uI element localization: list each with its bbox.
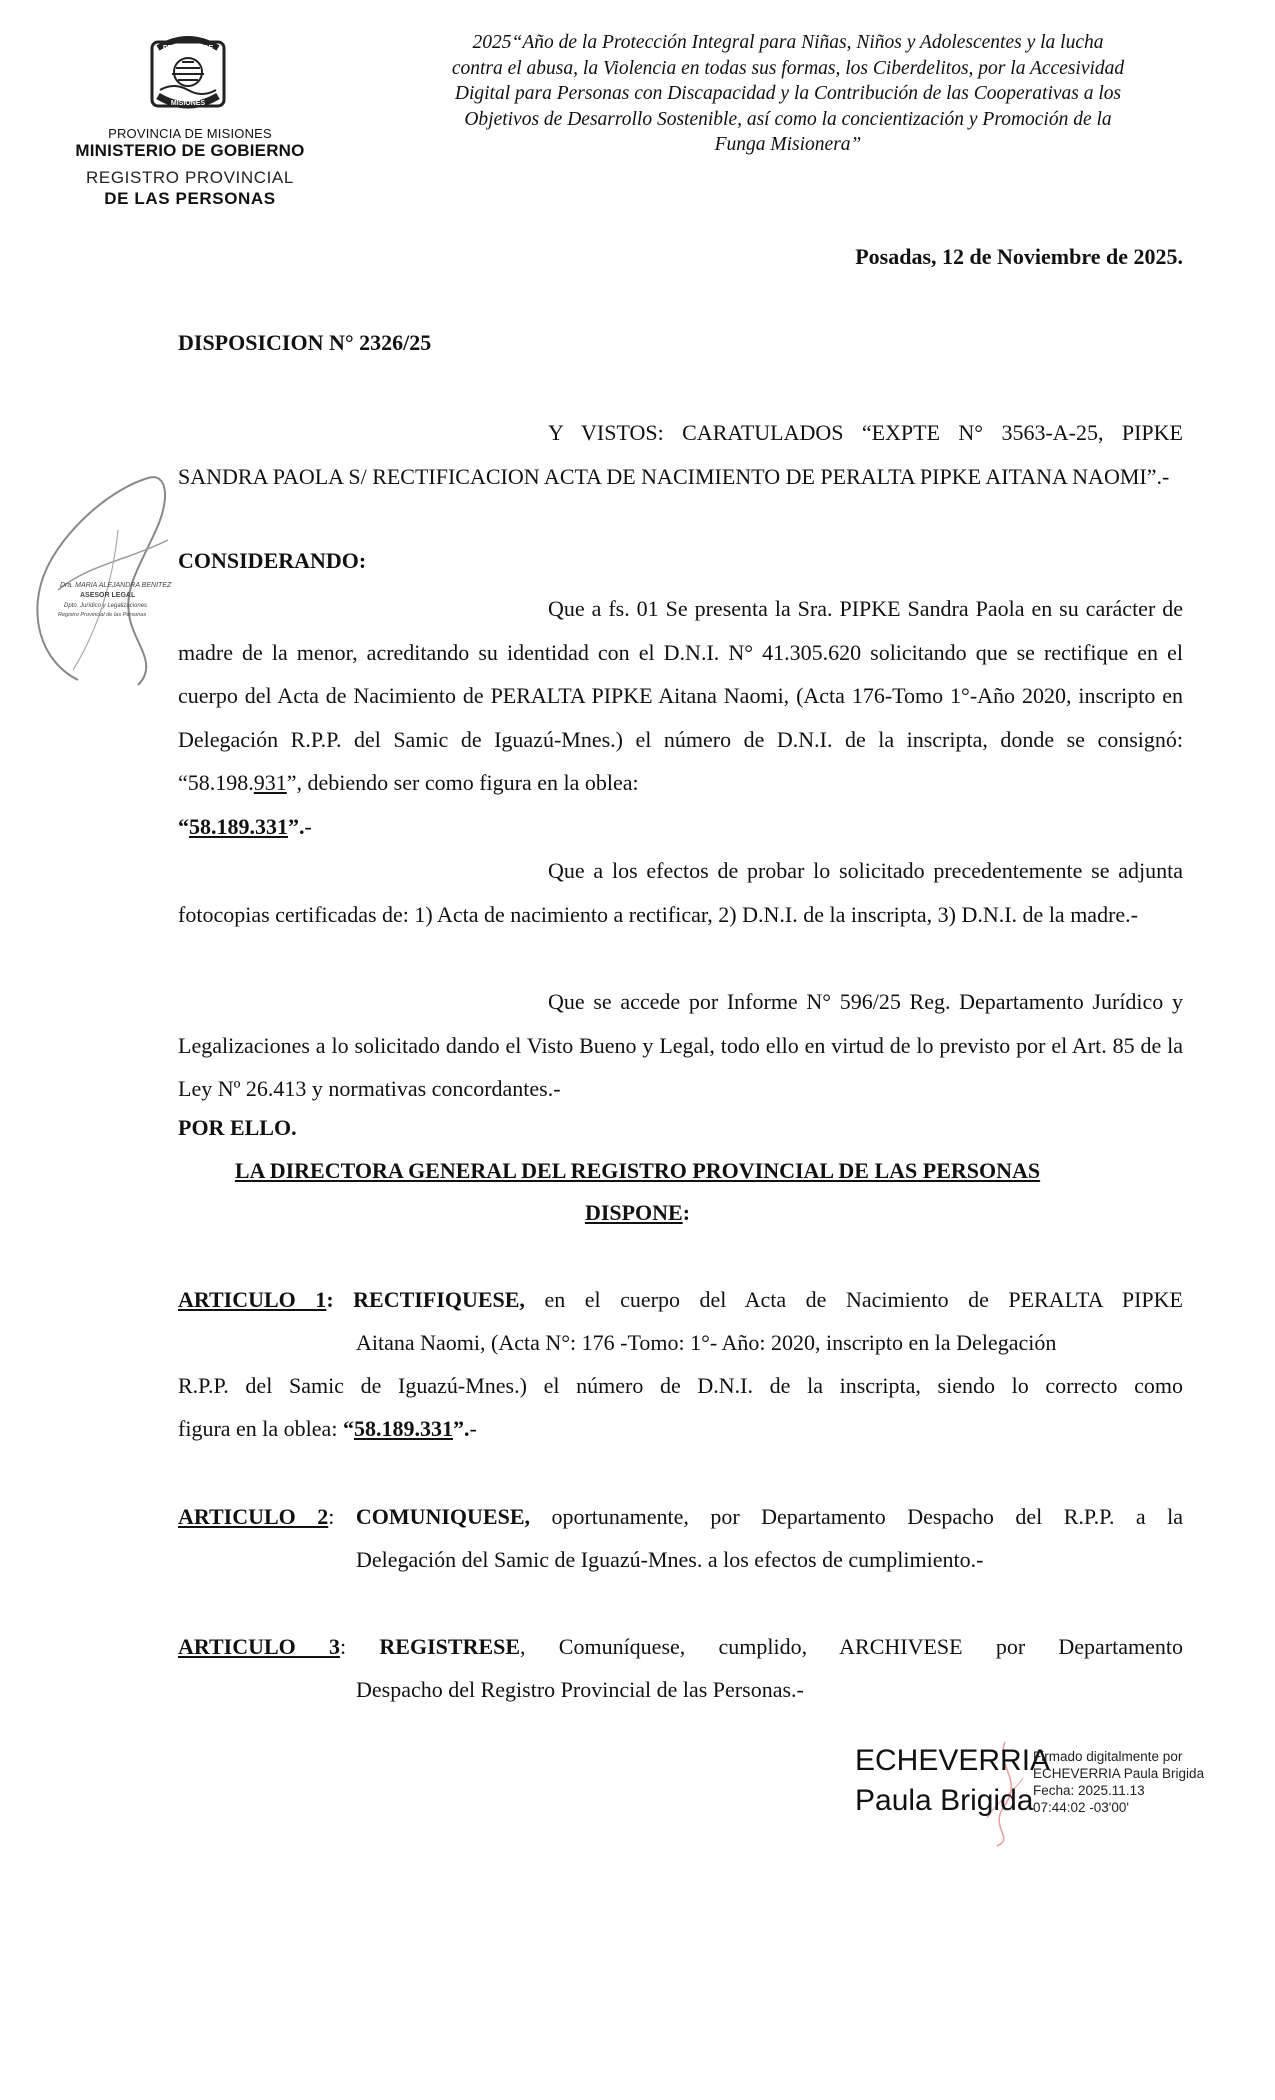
- signer-name-line1: ECHEVERRIA: [855, 1744, 1051, 1777]
- considerando-paragraph-1: Que a fs. 01 Se presenta la Sra. PIPKE Sandra Paola en su carácter de madre de la menor, acreditando su identidad con el D.N.I. N° 41.305.620 solicitando que se rectifique en el cuerpo del Acta de Nacimiento de PERALTA PIPKE Aitana Naomi, (Acta 176-Tomo 1°-Año 2020, inscripto en Delegación R.P.P. del Samic de Iguazú-Mnes.) el número de D.N.I. de la inscripta, donde se consignó: “58.198.931”, debiendo ser como figura en la oblea: “58.189.331”.-: [178, 596, 1183, 839]
- article-1: ARTICULO 1: RECTIFIQUESE, en el cuerpo del Acta de Nacimiento de PERALTA PIPKE Aitana Naomi, (Acta N°: 176 -Tomo: 1°- Año: 2020, inscripto en la Delegación R.P.P. del Samic de Iguazú-Mnes.) el número de D.N.I. de la inscripta, siendo lo correcto como figura en la oblea: “58.189.331”.-: [178, 1287, 1183, 1441]
- stamp-line: Registro Provincial de las Personas: [58, 612, 147, 618]
- por-ello-label: POR ELLO.: [178, 1115, 297, 1140]
- directora-heading: LA DIRECTORA GENERAL DEL REGISTRO PROVINCIAL DE LAS PERSONAS: [234, 1158, 1041, 1183]
- motto-line: Objetivos de Desarrollo Sostenible, así como la concientización y Promoción de la: [464, 108, 1112, 130]
- considerando-paragraph-2: Que a los efectos de probar lo solicitado precedentemente se adjunta fotocopias certificadas de: 1) Acta de nacimiento a rectificar, 2) D.N.I. de la inscripta, 3) D.N.I. de la madre.-: [178, 858, 1183, 927]
- vistos-paragraph: [178, 411, 1183, 498]
- motto-line: Digital para Personas con Discapacidad y la Contribución de las Cooperativas a los: [454, 83, 1122, 104]
- article-3-label: ARTICULO 3: [178, 1634, 341, 1659]
- stamp-line: Dra. MARIA ALEJANDRA BENITEZ: [60, 582, 172, 589]
- article-1-label: ARTICULO 1: [178, 1287, 327, 1312]
- header-registry-line2: DE LAS PERSONAS: [104, 189, 276, 208]
- article-2-label: ARTICULO 2: [178, 1504, 329, 1529]
- wrong-dni-suffix: 931: [253, 770, 287, 795]
- signer-name-line2: Paula Brigida: [855, 1784, 1034, 1817]
- motto-line: 2025“Año de la Protección Integral para Niñas, Niños y Adolescentes y la lucha: [472, 32, 1104, 53]
- stamp-line: Dpto. Jurídico y Legalizaciones: [64, 603, 148, 609]
- handwritten-signature-icon: [18, 470, 193, 700]
- disposition-title: DISPOSICION N° 2326/25: [178, 330, 432, 355]
- stamp-line: ASESOR LEGAL: [80, 592, 136, 599]
- seal-text-top: PROVINCIA DE: [162, 45, 214, 52]
- motto-line: contra el abusa, la Violencia en todas sus formas, los Ciberdelitos, por la Accesividad: [451, 57, 1125, 79]
- official-year-motto: [418, 30, 1158, 158]
- signature-info: Firmado digitalmente por ECHEVERRIA Paula Brigida Fecha: 2025.11.13 07:44:02 -03'00': [1033, 1749, 1205, 1815]
- seal-text-bottom: MISIONES: [170, 100, 206, 107]
- dispone-heading: DISPONE:: [584, 1200, 691, 1225]
- document-date: Posadas, 12 de Noviembre de 2025.: [855, 244, 1183, 269]
- header-ministry: MINISTERIO DE GOBIERNO: [75, 141, 305, 160]
- provincial-seal-icon: [138, 34, 238, 114]
- header-registry-line1: REGISTRO PROVINCIAL: [86, 168, 294, 187]
- motto-line: Funga Misionera”: [714, 134, 862, 155]
- article-3: ARTICULO 3: REGISTRESE, Comuníquese, cumplido, ARCHIVESE por Departamento Despacho del Registro Provincial de las Personas.-: [178, 1634, 1184, 1702]
- article-1-dni-number: 58.189.331: [353, 1416, 453, 1441]
- correct-dni-number: 58.189.331: [189, 813, 288, 839]
- considerando-label: CONSIDERANDO:: [178, 548, 367, 573]
- digital-signature-block: [855, 1738, 1215, 1848]
- considerando-paragraph-3: Que se accede por Informe N° 596/25 Reg. Departamento Jurídico y Legalizaciones a lo solicitado dando el Visto Bueno y Legal, todo ello en virtud de lo previsto por el Art. 85 de la Ley Nº 26.413 y normativas concordantes.-: [178, 989, 1183, 1101]
- article-2: ARTICULO 2: COMUNIQUESE, oportunamente, por Departamento Despacho del R.P.P. a la Delegación del Samic de Iguazú-Mnes. a los efectos de cumplimiento.-: [178, 1504, 1183, 1572]
- header-province: PROVINCIA DE MISIONES: [108, 126, 272, 141]
- vistos-text: Y VISTOS: CARATULADOS “EXPTE N° 3563-A-25, PIPKE SANDRA PAOLA S/ RECTIFICACION ACTA DE NACIMIENTO DE PERALTA PIPKE AITANA NAOMI”.-: [178, 420, 1183, 489]
